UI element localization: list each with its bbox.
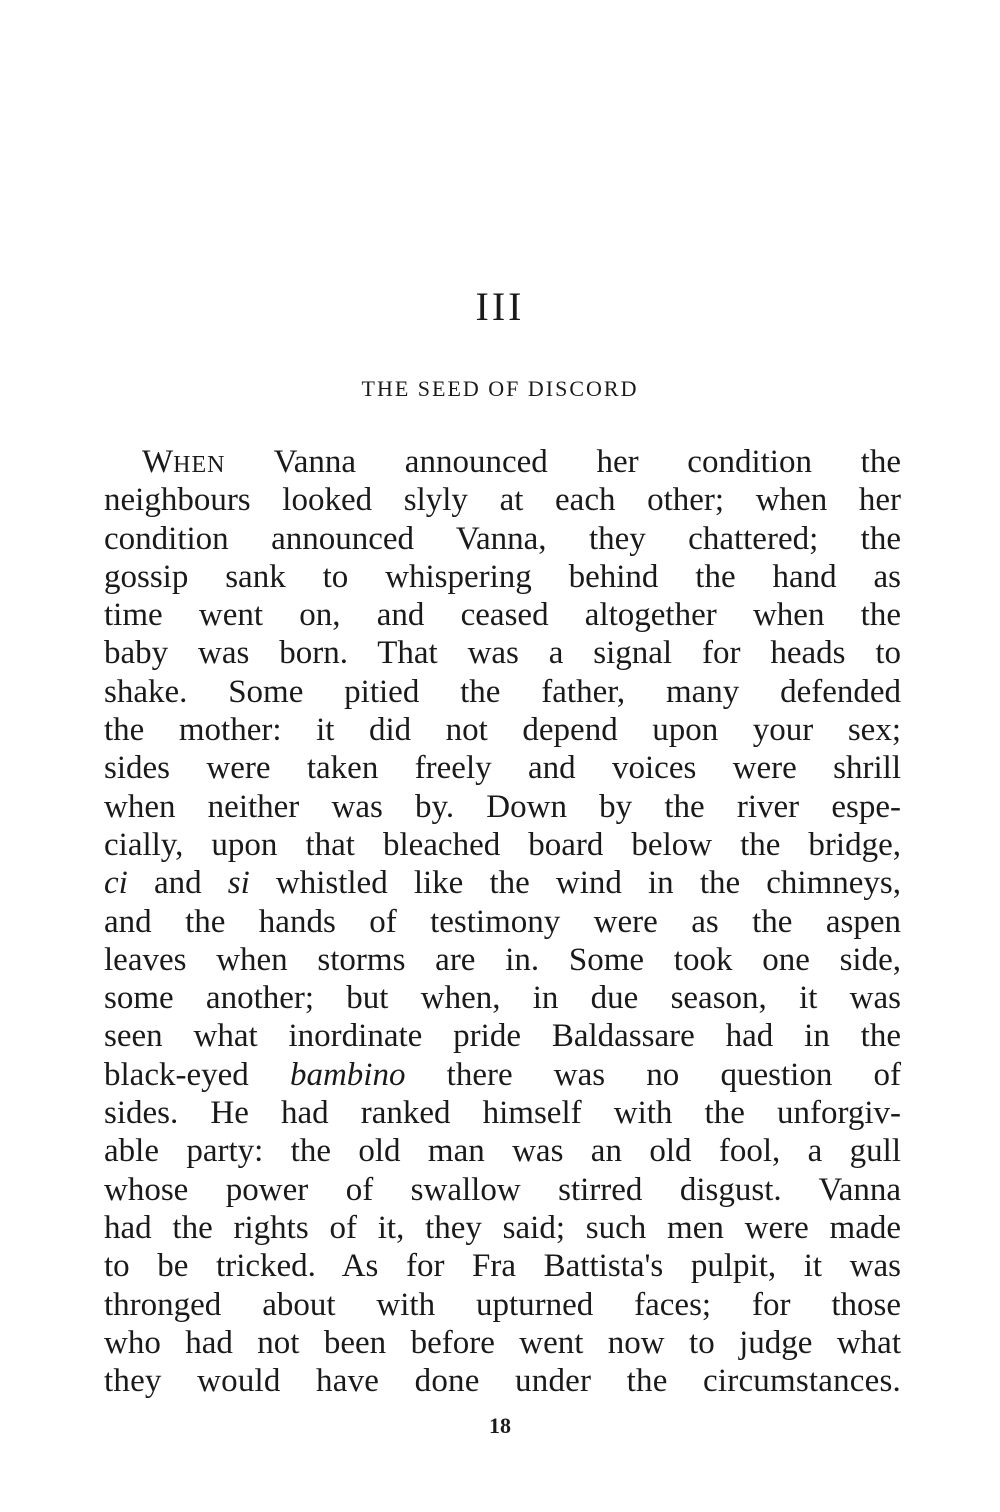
text-line-13: and the hands of testimony were as the aspen xyxy=(104,903,901,940)
body-paragraph xyxy=(104,443,901,1400)
text-line-12 xyxy=(104,864,901,902)
text-line-8: the mother: it did not depend upon your sex; xyxy=(104,712,901,749)
text-line-17-pre: black-eyed xyxy=(104,1056,290,1093)
text-line-10: when neither was by. Down by the river espe- xyxy=(104,788,901,825)
page-number: 18 xyxy=(489,1413,511,1438)
text-line-12-rest: whistled like the wind in the chimneys, xyxy=(249,865,901,902)
italic-si: si xyxy=(227,865,250,902)
drop-word-rest: HEN xyxy=(173,452,226,478)
text-line-17-rest: there was no question of xyxy=(405,1056,902,1093)
text-line-4: gossip sank to whispering behind the hand as xyxy=(104,558,901,595)
text-line-14: leaves when storms are in. Some took one side, xyxy=(104,941,901,978)
text-line-3: condition announced Vanna, they chattered; the xyxy=(104,520,901,557)
text-line-12-mid: and xyxy=(127,865,228,902)
text-line-20: whose power of swallow stirred disgust. Vanna xyxy=(104,1171,901,1208)
text-line-24: who had not been before went now to judge what xyxy=(104,1324,901,1361)
text-line-7: shake. Some pitied the father, many defended xyxy=(104,673,901,710)
text-line-19: able party: the old man was an old fool, a gull xyxy=(104,1133,901,1170)
text-line-2: neighbours looked slyly at each other; when her xyxy=(104,482,901,519)
text-line-21: had the rights of it, they said; such men were made xyxy=(104,1209,901,1246)
text-line-18: sides. He had ranked himself with the unforgiv- xyxy=(104,1095,901,1132)
chapter-title: THE SEED OF DISCORD xyxy=(361,376,639,401)
text-line-15: some another; but when, in due season, it was xyxy=(104,980,901,1017)
text-line-9: sides were taken freely and voices were shrill xyxy=(104,750,901,787)
italic-ci: ci xyxy=(104,865,128,902)
chapter-number: III xyxy=(475,284,525,329)
italic-bambino: bambino xyxy=(289,1056,406,1093)
text-line-22: to be tricked. As for Fra Battista's pulpit, it was xyxy=(104,1248,901,1285)
text-line-17 xyxy=(104,1056,901,1094)
text-line-11: cially, upon that bleached board below the bridge, xyxy=(104,826,901,863)
text-line-1-rest: Vanna announced her condition the xyxy=(225,444,901,480)
text-line-25: they would have done under the circumstances. xyxy=(104,1363,901,1400)
drop-word-initial: W xyxy=(142,444,174,480)
text-line-1 xyxy=(104,443,901,481)
text-line-6: baby was born. That was a signal for heads to xyxy=(104,635,901,672)
text-line-23: thronged about with upturned faces; for those xyxy=(104,1286,901,1323)
text-line-16: seen what inordinate pride Baldassare had in the xyxy=(104,1018,901,1055)
text-line-5: time went on, and ceased altogether when the xyxy=(104,597,901,634)
